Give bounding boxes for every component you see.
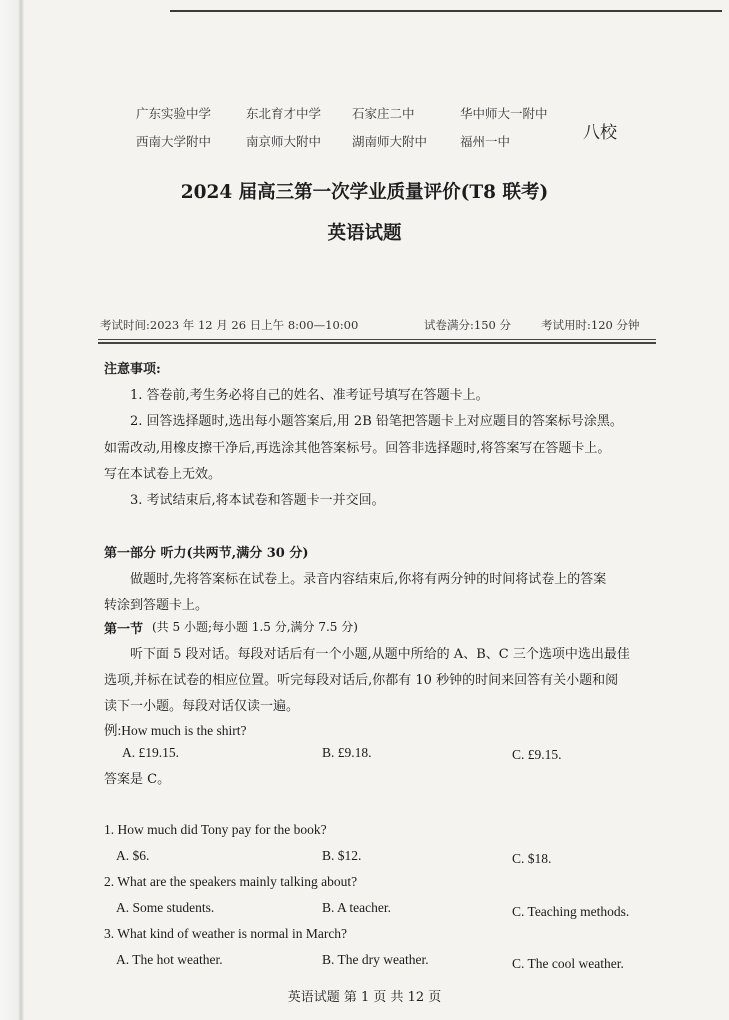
question: 3. What kind of weather is normal in March? xyxy=(104,926,348,941)
school-name: 华中师大一附中 xyxy=(460,106,548,121)
section1-instruction: 选项,并标在试卷的相应位置。听完每段对话后,你都有 10 秒钟的时间来回答有关小题和阅 xyxy=(104,673,619,688)
section1-note: (共 5 小题;每小题 1.5 分,满分 7.5 分) xyxy=(152,620,358,634)
page-footer: 英语试题 第 1 页 共 12 页 xyxy=(287,990,442,1005)
part1-heading: 第一部分 听力(共两节,满分 30 分) xyxy=(104,546,309,561)
school-name: 东北育才中学 xyxy=(246,106,322,121)
notice-item: 3. 考试结束后,将本试卷和答题卡一并交回。 xyxy=(130,493,385,508)
question: 2. What are the speakers mainly talking about? xyxy=(104,874,358,889)
subject-title: 英语试题 xyxy=(327,223,402,244)
school-name: 石家庄二中 xyxy=(352,106,415,121)
example-option: C. £9.15. xyxy=(512,747,562,762)
school-name: 湖南师大附中 xyxy=(352,134,428,149)
option: A. Some students. xyxy=(116,900,215,915)
top-rule xyxy=(170,10,722,12)
notice-item: 写在本试卷上无效。 xyxy=(104,467,222,482)
section1-instruction: 读下一小题。每段对话仅读一遍。 xyxy=(104,699,300,714)
school-list xyxy=(136,104,596,160)
option: B. The dry weather. xyxy=(322,952,429,967)
school-row-2 xyxy=(136,132,596,160)
part1-instruction: 做题时,先将答案标在试卷上。录音内容结束后,你将有两分钟的时间将试卷上的答案 xyxy=(130,572,607,587)
notice-item: 如需改动,用橡皮擦干净后,再选涂其他答案标号。回答非选择题时,将答案写在答题卡上。 xyxy=(104,441,611,456)
option: C. The cool weather. xyxy=(512,956,624,971)
exam-duration: 考试用时:120 分钟 xyxy=(541,318,640,332)
option: C. $18. xyxy=(512,851,552,866)
option: B. A teacher. xyxy=(322,900,391,915)
school-group-label: 八校 xyxy=(583,123,617,143)
section1-instruction: 听下面 5 段对话。每段对话后有一个小题,从题中所给的 A、B、C 三个选项中选出最佳 xyxy=(130,647,630,662)
option: A. $6. xyxy=(116,848,150,863)
scan-left-edge xyxy=(0,0,24,1020)
full-score: 试卷满分:150 分 xyxy=(424,318,511,332)
example-option: B. £9.18. xyxy=(322,745,372,760)
notice-heading: 注意事项: xyxy=(104,362,161,377)
notice-item: 1. 答卷前,考生务必将自己的姓名、准考证号填写在答题卡上。 xyxy=(130,388,489,403)
example-question: 例:How much is the shirt? xyxy=(104,723,247,738)
exam-time: 考试时间:2023 年 12 月 26 日上午 8:00—10:00 xyxy=(100,318,359,332)
part1-instruction: 转涂到答题卡上。 xyxy=(104,598,209,613)
option: B. $12. xyxy=(322,848,362,863)
example-option: A. £19.15. xyxy=(122,745,179,760)
school-name: 西南大学附中 xyxy=(136,134,212,149)
header-divider xyxy=(98,342,656,344)
option: A. The hot weather. xyxy=(116,952,223,967)
school-name: 广东实验中学 xyxy=(136,106,212,121)
notice-item: 2. 回答选择题时,选出每小题答案后,用 2B 铅笔把答题卡上对应题目的答案标号涂黑。 xyxy=(130,414,623,429)
school-name: 福州一中 xyxy=(460,134,511,149)
example-answer: 答案是 C。 xyxy=(104,772,171,787)
question: 1. How much did Tony pay for the book? xyxy=(104,822,327,837)
header-divider xyxy=(98,339,656,340)
school-row-1 xyxy=(136,104,596,132)
section1-heading: 第一节 xyxy=(104,622,144,637)
exam-title: 2024 届高三第一次学业质量评价(T8 联考) xyxy=(180,182,549,203)
option: C. Teaching methods. xyxy=(512,904,630,919)
school-name: 南京师大附中 xyxy=(246,134,322,149)
